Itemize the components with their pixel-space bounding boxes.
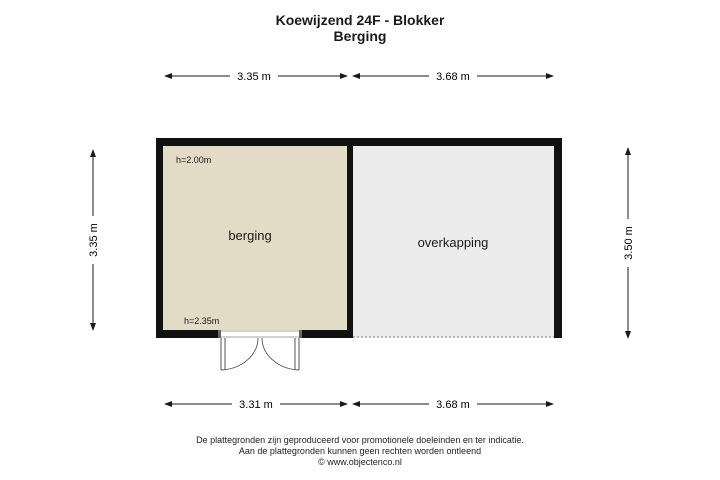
height-label-top: h=2.00m xyxy=(176,155,212,165)
dimension-left xyxy=(86,150,100,330)
dimension-label: 3.35 m xyxy=(88,223,100,257)
height-label-bottom: h=2.35m xyxy=(184,316,220,326)
plan-title: Koewijzend 24F - Blokker xyxy=(275,12,445,28)
dimension-right xyxy=(621,148,635,338)
room-label-berging: berging xyxy=(228,228,272,243)
dimension-top-right xyxy=(353,69,553,83)
disclaimer-line-2: Aan de plattegronden kunnen geen rechten worden ontleend xyxy=(238,446,482,456)
dimension-bottom-left xyxy=(165,397,347,411)
dimension-label: 3.50 m xyxy=(623,226,635,260)
double-door xyxy=(218,330,302,370)
dimension-label: 3.68 m xyxy=(436,399,470,411)
dimension-top-left xyxy=(165,69,347,83)
dimension-bottom-right xyxy=(353,397,553,411)
dimension-label: 3.35 m xyxy=(237,71,271,83)
room-label-overkapping: overkapping xyxy=(417,235,489,250)
dimension-label: 3.68 m xyxy=(436,71,470,83)
plan-subtitle: Berging xyxy=(333,28,387,44)
disclaimer-line-1: De plattegronden zijn geproduceerd voor promotionele doeleinden en ter indicatie. xyxy=(196,435,524,445)
copyright: © www.objectenco.nl xyxy=(318,457,402,467)
dimension-label: 3.31 m xyxy=(239,399,273,411)
